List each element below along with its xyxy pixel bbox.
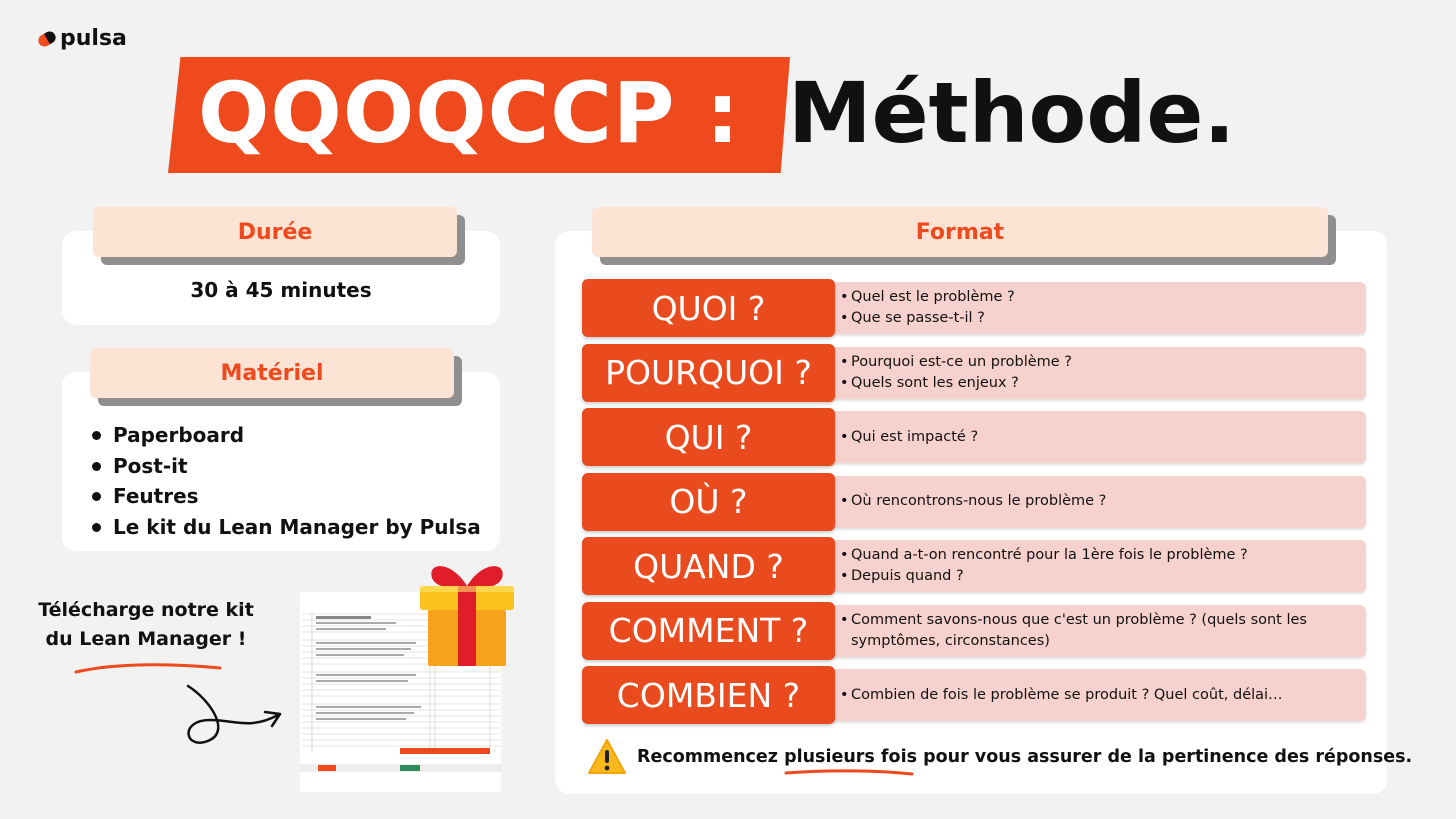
download-kit-text[interactable]: Télécharge notre kit du Lean Manager ! [38, 599, 254, 650]
row-questions: • Où rencontrons-nous le problème ? [828, 476, 1366, 528]
row-key-combien: COMBIEN ? [582, 666, 835, 724]
list-item: Paperboard [92, 420, 481, 451]
format-row [582, 473, 1366, 531]
list-item: Le kit du Lean Manager by Pulsa [92, 512, 481, 543]
warning-icon [587, 738, 627, 776]
gift-icon [412, 556, 522, 668]
duration-value: 30 à 45 minutes [190, 278, 372, 302]
row-questions: • Quand a-t-on rencontré pour la 1ère fois le problème ? • Depuis quand ? [828, 540, 1366, 592]
tip-note: Recommencez plusieurs fois pour vous assurer de la pertinence des réponses. [637, 747, 1412, 767]
brand-name: pulsa [60, 26, 127, 51]
row-key-quoi: QUOI ? [582, 279, 835, 337]
bullet-icon [92, 523, 101, 532]
format-row [582, 602, 1366, 660]
materials-list [92, 420, 481, 543]
note-highlight: plusieurs fois [784, 747, 917, 767]
format-row [582, 279, 1366, 337]
title-acronym: QQOQCCP : [198, 64, 741, 162]
format-row [582, 666, 1366, 724]
title-word: Méthode. [788, 64, 1236, 162]
format-row [582, 344, 1366, 402]
materials-header: Matériel [90, 348, 454, 398]
row-key-pourquoi: POURQUOI ? [582, 344, 835, 402]
row-key-quand: QUAND ? [582, 537, 835, 595]
row-key-ou: OÙ ? [582, 473, 835, 531]
list-item: Feutres [92, 481, 481, 512]
row-questions: • Comment savons-nous que c'est un problème ? (quels sont les symptômes, circonstances) [828, 605, 1366, 657]
bullet-icon [92, 492, 101, 501]
pill-icon [36, 29, 58, 48]
format-header: Format [592, 207, 1328, 257]
row-questions: • Combien de fois le problème se produit ? Quel coût, délai… [828, 669, 1366, 721]
row-questions: • Quel est le problème ? • Que se passe-t-il ? [828, 282, 1366, 334]
brand-logo [38, 26, 127, 51]
row-key-qui: QUI ? [582, 408, 835, 466]
row-questions: • Pourquoi est-ce un problème ? • Quels sont les enjeux ? [828, 347, 1366, 399]
row-questions: • Qui est impacté ? [828, 411, 1366, 463]
arrow-icon [60, 660, 290, 770]
bullet-icon [92, 431, 101, 440]
duration-header: Durée [93, 207, 457, 257]
list-item: Post-it [92, 451, 481, 482]
format-row [582, 537, 1366, 595]
row-key-comment: COMMENT ? [582, 602, 835, 660]
underline-stroke [784, 769, 914, 777]
bullet-icon [92, 462, 101, 471]
format-row [582, 408, 1366, 466]
